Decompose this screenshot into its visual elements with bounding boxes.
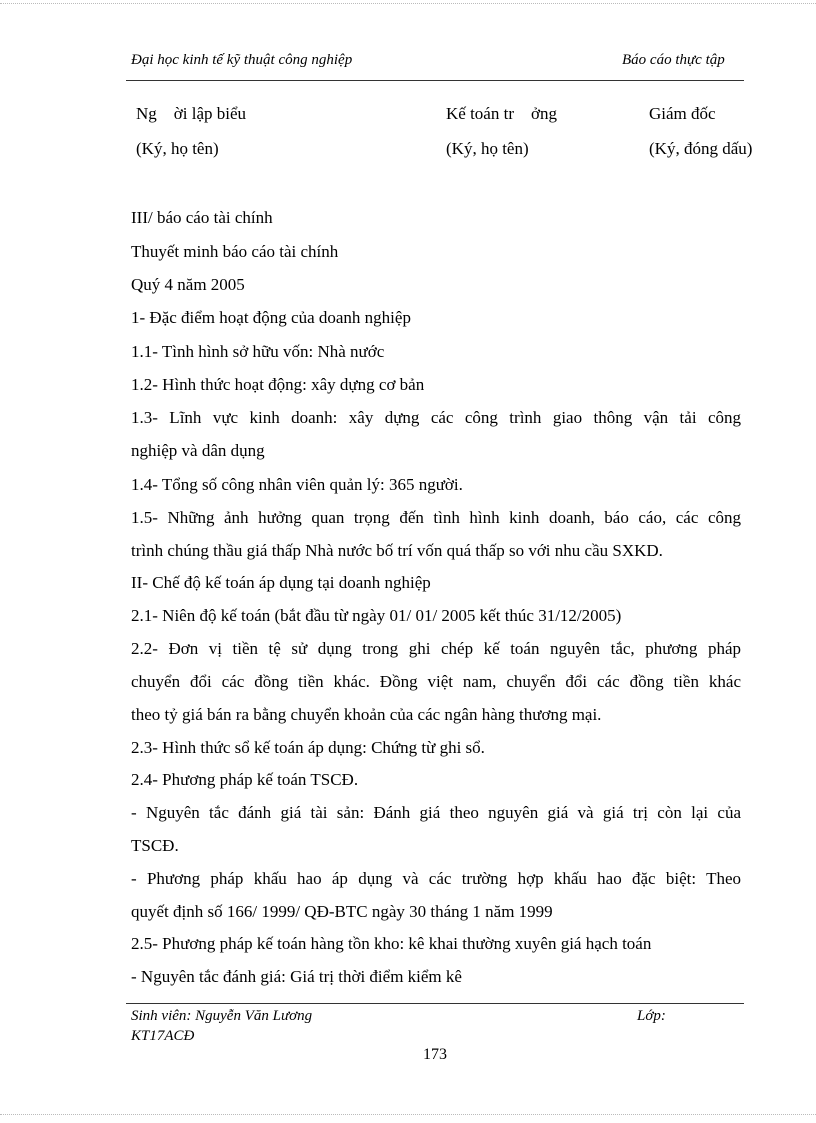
paragraph: 1.1- Tình hình sở hữu vốn: Nhà nước xyxy=(131,342,385,361)
footer-class-value: KT17ACĐ xyxy=(131,1028,195,1044)
report-title: Thuyết minh báo cáo tài chính xyxy=(131,242,339,261)
footer-class-label: Lớp: xyxy=(637,1008,666,1024)
paragraph: 2.5- Phương pháp kế toán hàng tồn kho: kê khai thường xuyên giá hạch toán xyxy=(131,934,652,953)
paragraph: - Nguyên tắc đánh giá: Giá trị thời điểm kiểm kê xyxy=(131,967,462,986)
director-title: Giám đốc xyxy=(649,104,716,123)
paragraph-continuation: quyết định số 166/ 1999/ QĐ-BTC ngày 30 tháng 1 năm 1999 xyxy=(131,902,553,921)
preparer-title: Ng ời lập biểu xyxy=(136,104,247,123)
director-note: (Ký, đóng dấu) xyxy=(649,139,753,158)
page-number: 173 xyxy=(423,1046,447,1063)
header-report-title: Báo cáo thực tập xyxy=(622,52,725,68)
paragraph: 2.1- Niên độ kế toán (bắt đầu từ ngày 01/ 01/ 2005 kết thúc 31/12/2005) xyxy=(131,606,622,625)
page-top-border xyxy=(0,3,816,4)
paragraph: 2.3- Hình thức sổ kế toán áp dụng: Chứng từ ghi sổ. xyxy=(131,738,485,757)
paragraph: 1.2- Hình thức hoạt động: xây dựng cơ bản xyxy=(131,375,425,394)
chief-accountant-note: (Ký, họ tên) xyxy=(446,139,529,158)
paragraph: - Nguyên tắc đánh giá tài sản: Đánh giá theo nguyên giá và giá trị còn lại của xyxy=(131,803,741,822)
paragraph: 1.4- Tổng số công nhân viên quản lý: 365 người. xyxy=(131,475,463,494)
paragraph: - Phương pháp khấu hao áp dụng và các trường hợp khấu hao đặc biệt: Theo xyxy=(131,869,741,888)
paragraph-continuation: chuyển đổi các đồng tiền khác. Đồng việt nam, chuyển đổi các đồng tiền khác xyxy=(131,672,741,691)
paragraph-continuation: nghiệp và dân dụng xyxy=(131,441,265,460)
paragraph: 1.3- Lĩnh vực kinh doanh: xây dựng các công trình giao thông vận tải công xyxy=(131,408,741,427)
header-rule xyxy=(126,80,744,81)
paragraph-continuation: theo tỷ giá bán ra bằng chuyển khoản của các ngân hàng thương mại. xyxy=(131,705,602,724)
paragraph: 1- Đặc điểm hoạt động của doanh nghiệp xyxy=(131,308,411,327)
section-heading: III/ báo cáo tài chính xyxy=(131,208,273,227)
preparer-note: (Ký, họ tên) xyxy=(136,139,219,158)
section-heading: II- Chế độ kế toán áp dụng tại doanh nghiệp xyxy=(131,573,431,592)
paragraph: 2.4- Phương pháp kế toán TSCĐ. xyxy=(131,770,359,789)
paragraph-continuation: TSCĐ. xyxy=(131,836,179,855)
page-bottom-border xyxy=(0,1114,816,1115)
paragraph: 2.2- Đơn vị tiền tệ sử dụng trong ghi chép kế toán nguyên tắc, phương pháp xyxy=(131,639,741,658)
chief-accountant-title: Kế toán tr ởng xyxy=(446,104,557,123)
header-school: Đại học kinh tế kỹ thuật công nghiệp xyxy=(131,52,353,68)
paragraph: 1.5- Những ảnh hưởng quan trọng đến tình hình kinh doanh, báo cáo, các công xyxy=(131,508,741,527)
footer-rule xyxy=(126,1003,744,1004)
paragraph-continuation: trình chúng thầu giá thấp Nhà nước bố trí vốn quá thấp so với nhu cầu SXKD. xyxy=(131,541,663,560)
report-period: Quý 4 năm 2005 xyxy=(131,275,245,294)
footer-student: Sinh viên: Nguyễn Văn Lương xyxy=(131,1008,313,1024)
